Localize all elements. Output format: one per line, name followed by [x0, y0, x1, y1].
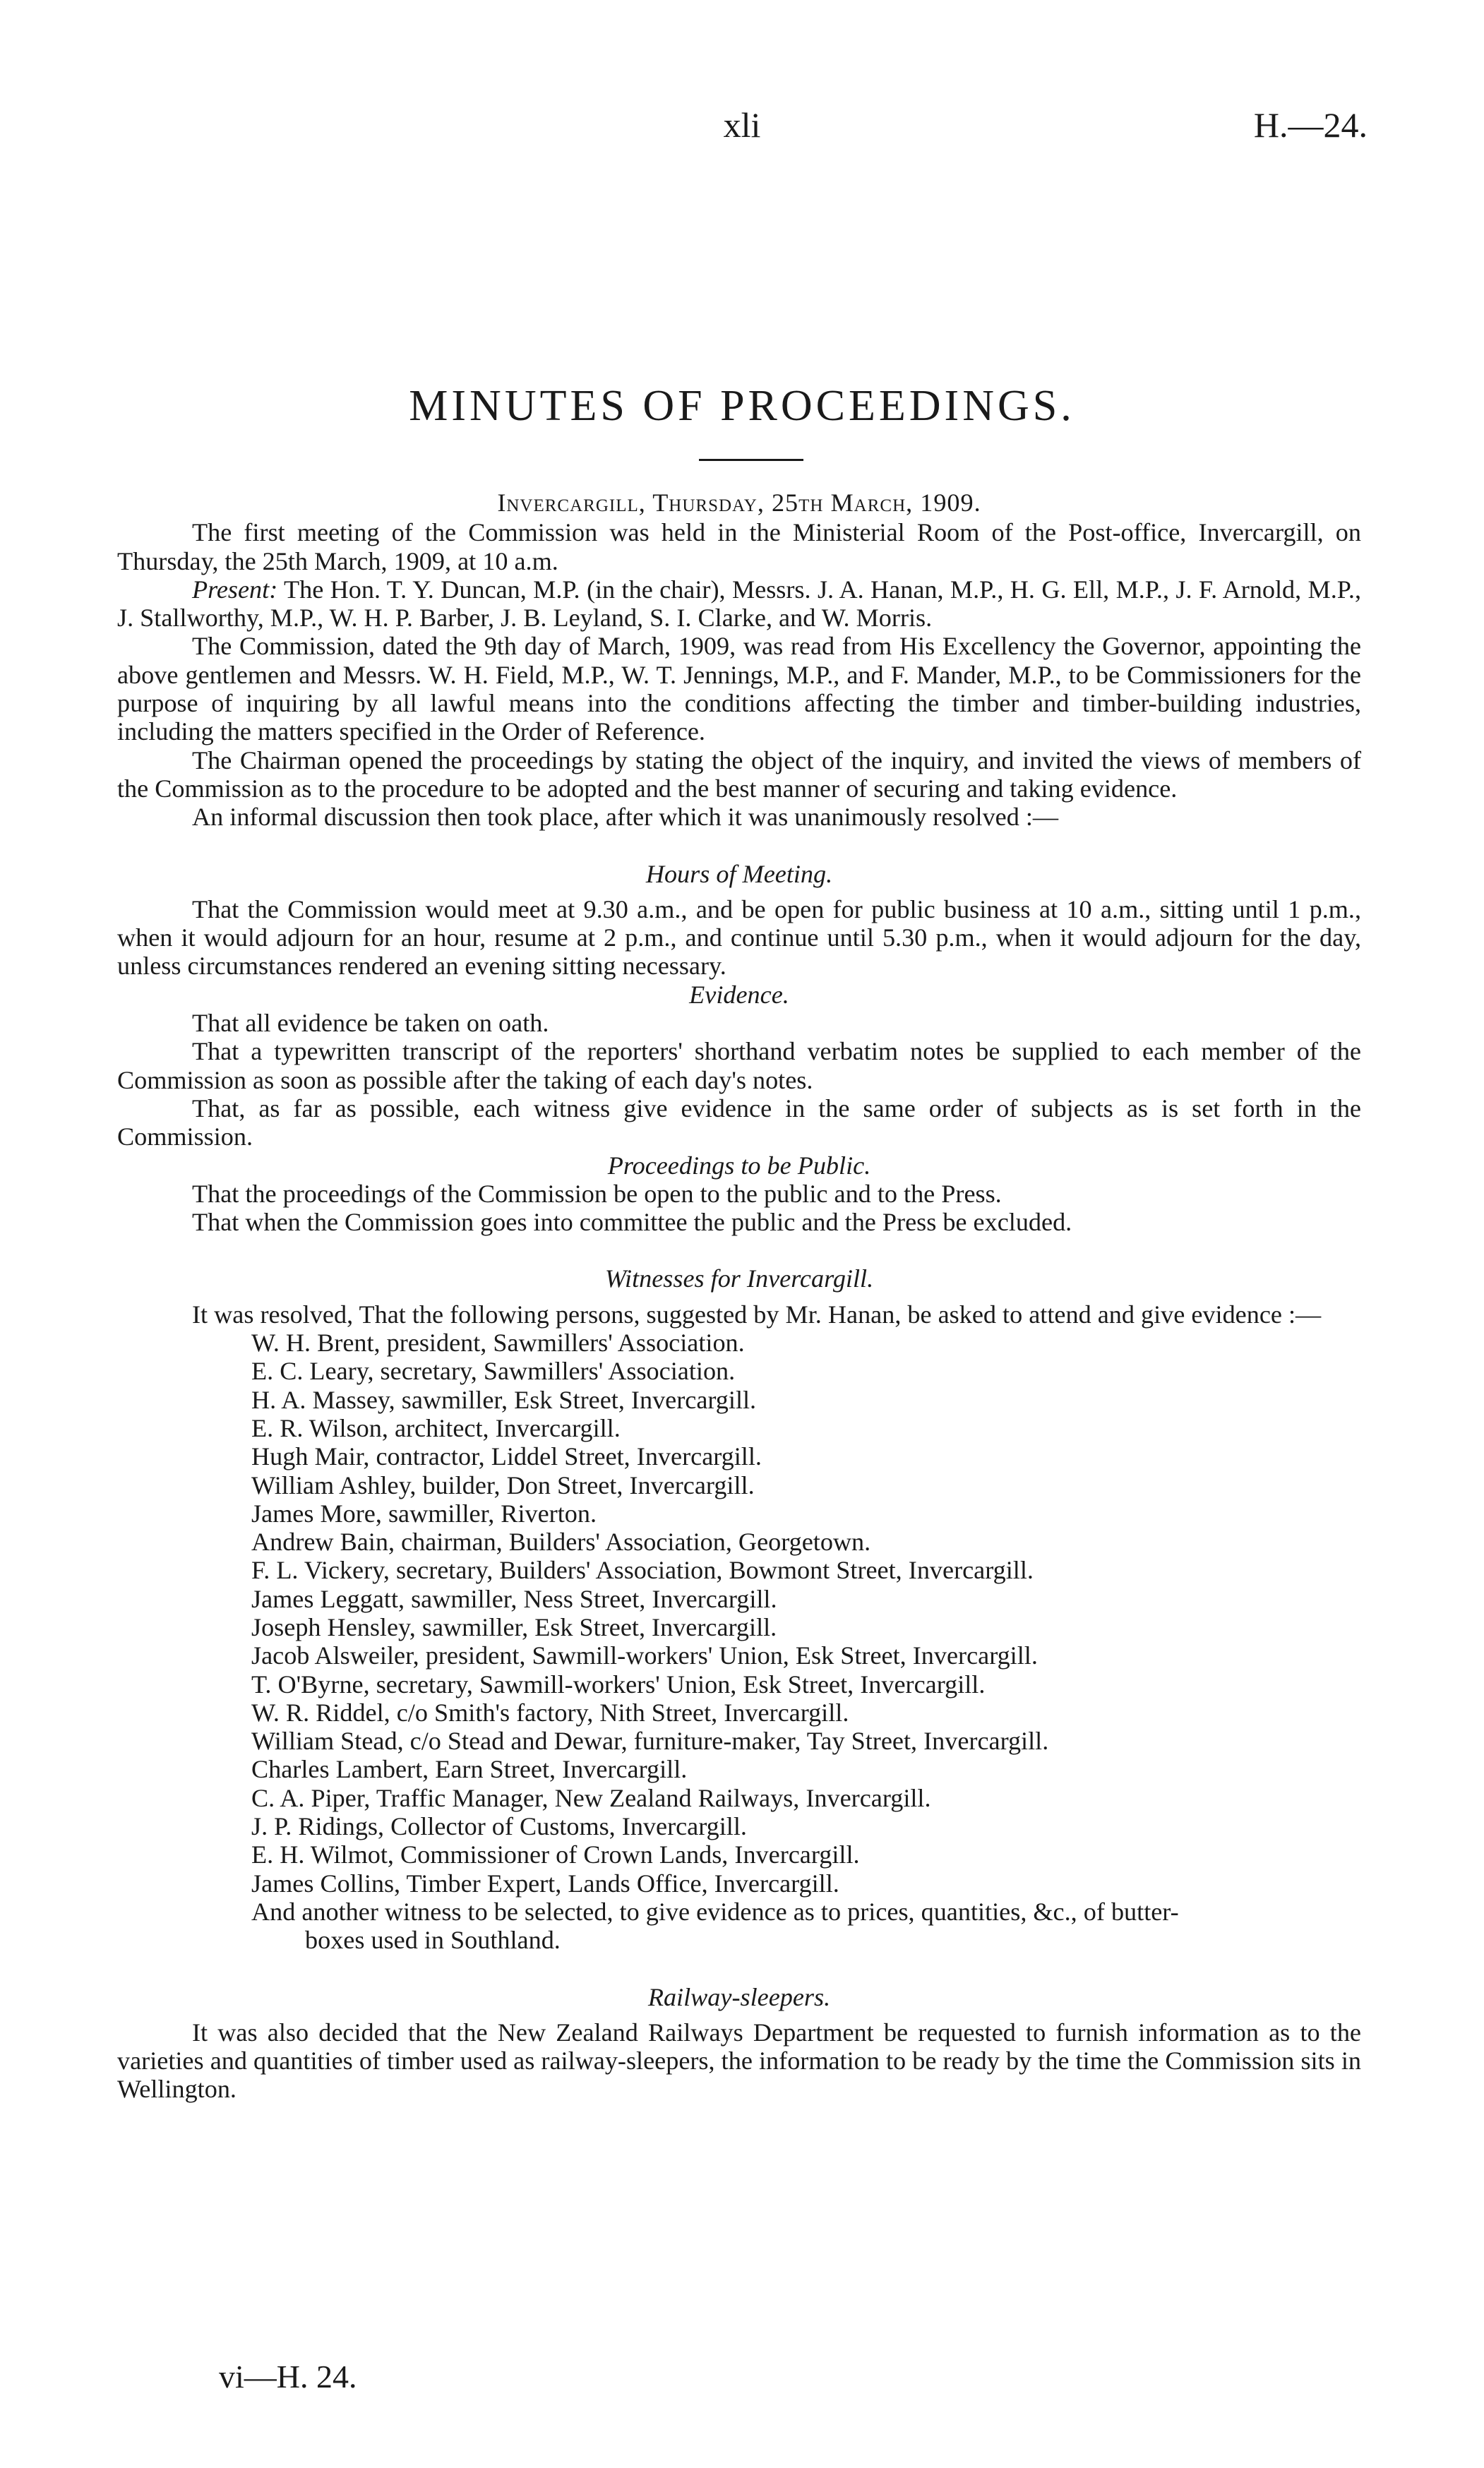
- paragraph-witnesses-intro: It was resolved, That the following persons, suggested by Mr. Hanan, be asked to attend and give evidence :—: [192, 1300, 1322, 1329]
- date-line: Invercargill, Thursday, 25th March, 1909.: [497, 489, 981, 517]
- heading-evidence: Evidence.: [689, 980, 789, 1009]
- present-text: The Hon. T. Y. Duncan, M.P. (in the chair), Messrs. J. A. Hanan, M.P., H. G. Ell, M.P., J. F. Arnold, M.P., J. Stallworthy, M.P., W. H. P. Barber, J. B. Leyland, S. I. Clarke, and W. Morris.: [117, 575, 1361, 633]
- document-body: [117, 489, 1361, 2104]
- heading-witnesses: Witnesses for Invercargill.: [604, 1264, 874, 1293]
- witness-another-line2: boxes used in Southland.: [305, 1926, 561, 1955]
- paragraph-discussion: An informal discussion then took place, after which it was unanimously resolved :—: [192, 803, 1059, 832]
- list-item: Hugh Mair, contractor, Liddel Street, Invercargill.: [251, 1442, 762, 1471]
- page-title: MINUTES OF PROCEEDINGS.: [409, 382, 1075, 430]
- paragraph-commission: The Commission, dated the 9th day of March, 1909, was read from His Excellency the Governor, appointing the above gentlemen and Messrs. W. H. Field, M.P., W. T. Jennings, M.P., and F. Mander, M.P., to be Commissioners for the purpose of inquiring by all lawful means into the conditions affecting the timber and timber-building industries, including the matters specified in the Order of Reference.: [117, 632, 1361, 746]
- heading-proceedings-public: Proceedings to be Public.: [607, 1151, 871, 1180]
- list-item: E. C. Leary, secretary, Sawmillers' Association.: [251, 1357, 736, 1386]
- paragraph-oath: That all evidence be taken on oath.: [192, 1009, 549, 1038]
- list-item: H. A. Massey, sawmiller, Esk Street, Invercargill.: [251, 1385, 757, 1414]
- paragraph-hours: That the Commission would meet at 9.30 a.m., and be open for public business at 10 a.m., sitting until 1 p.m., when it would adjourn for an hour, resume at 2 p.m., and continue until 5.30 p.m., when it would adjourn for the day, unless circumstances rendered an evening sitting necessary.: [117, 894, 1361, 981]
- list-item: W. H. Brent, president, Sawmillers' Association.: [251, 1329, 745, 1358]
- list-item: Andrew Bain, chairman, Builders' Association, Georgetown.: [251, 1528, 871, 1557]
- list-item: W. R. Riddel, c/o Smith's factory, Nith Street, Invercargill.: [251, 1698, 849, 1727]
- paragraph-first-meeting: The first meeting of the Commission was held in the Ministerial Room of the Post-office, Invercargill, on Thursday, the 25th March, 1909, at 10 a.m.: [117, 518, 1361, 575]
- list-item: T. O'Byrne, secretary, Sawmill-workers' Union, Esk Street, Invercargill.: [251, 1670, 986, 1699]
- list-item: E. H. Wilmot, Commissioner of Crown Lands, Invercargill.: [251, 1840, 860, 1869]
- paragraph-committee: That when the Commission goes into committee the public and the Press be excluded.: [192, 1208, 1072, 1237]
- list-item: James More, sawmiller, Riverton.: [251, 1499, 597, 1528]
- list-item: Jacob Alsweiler, president, Sawmill-workers' Union, Esk Street, Invercargill.: [251, 1641, 1038, 1670]
- list-item: James Leggatt, sawmiller, Ness Street, Invercargill.: [251, 1584, 777, 1613]
- list-item: C. A. Piper, Traffic Manager, New Zealand Railways, Invercargill.: [251, 1783, 931, 1812]
- present-label: Present:: [192, 575, 278, 604]
- page-number: xli: [723, 105, 761, 145]
- paragraph-sleepers: It was also decided that the New Zealand Railways Department be requested to furnish information as to the varieties and quantities of timber used as railway-sleepers, the information to be ready by the time the Commission sits in Wellington.: [117, 2018, 1361, 2104]
- list-item: Charles Lambert, Earn Street, Invercargill.: [251, 1755, 688, 1784]
- paragraph-open-public: That the proceedings of the Commission be open to the public and to the Press.: [192, 1179, 1002, 1208]
- list-item: E. R. Wilson, architect, Invercargill.: [251, 1413, 621, 1442]
- list-item: James Collins, Timber Expert, Lands Office, Invercargill.: [251, 1869, 839, 1898]
- heading-railway-sleepers: Railway-sleepers.: [647, 1982, 831, 2011]
- witness-list: [117, 1329, 1361, 1898]
- paragraph-present: [117, 575, 1361, 633]
- list-item: Joseph Hensley, sawmiller, Esk Street, Invercargill.: [251, 1612, 777, 1641]
- paragraph-order: That, as far as possible, each witness give evidence in the same order of subjects as is set forth in the Commission.: [117, 1094, 1361, 1151]
- witness-another: [117, 1898, 1361, 1955]
- paragraph-transcript: That a typewritten transcript of the reporters' shorthand verbatim notes be supplied to each member of the Commission as soon as possible after the taking of each day's notes.: [117, 1037, 1361, 1094]
- list-item: J. P. Ridings, Collector of Customs, Invercargill.: [251, 1812, 747, 1841]
- witness-another-line1: And another witness to be selected, to give evidence as to prices, quantities, &c., of butter-: [251, 1897, 1179, 1926]
- footer-signature: vi—H. 24.: [219, 2359, 357, 2395]
- list-item: F. L. Vickery, secretary, Builders' Association, Bowmont Street, Invercargill.: [251, 1556, 1034, 1585]
- list-item: William Ashley, builder, Don Street, Invercargill.: [251, 1470, 755, 1499]
- paragraph-chairman: The Chairman opened the proceedings by stating the object of the inquiry, and invited the views of members of the Commission as to the procedure to be adopted and the best manner of securing and taking evidence.: [117, 745, 1361, 803]
- document-code: H.—24.: [1253, 105, 1368, 145]
- heading-hours-of-meeting: Hours of Meeting.: [645, 859, 833, 888]
- title-divider: [699, 459, 803, 461]
- list-item: William Stead, c/o Stead and Dewar, furniture-maker, Tay Street, Invercargill.: [251, 1727, 1049, 1756]
